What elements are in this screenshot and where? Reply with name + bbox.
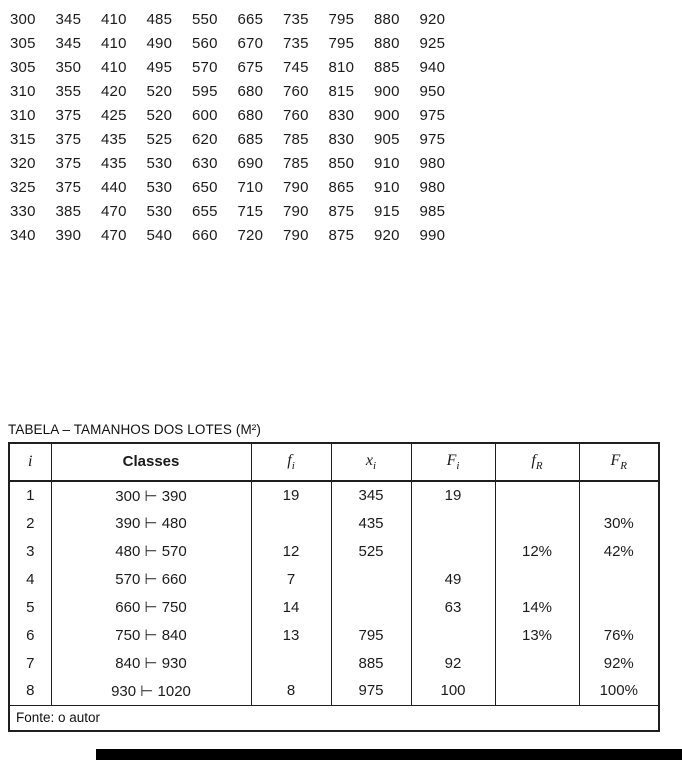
grid-cell: 940: [419, 59, 446, 76]
grid-cell: 375: [55, 155, 82, 172]
table-cell: 2: [26, 514, 35, 532]
table-cell: 19: [411, 481, 495, 509]
table-cell: 76%: [579, 621, 659, 649]
grid-cell: 975: [419, 131, 446, 148]
table-row: [9, 537, 659, 565]
grid-cell: 980: [419, 179, 446, 196]
grid-row: [10, 56, 682, 80]
table-source-note: Fonte: o autor: [9, 705, 659, 731]
grid-cell: 680: [237, 83, 264, 100]
grid-cell: 390: [55, 227, 82, 244]
grid-cell: 795: [328, 11, 355, 28]
grid-cell: 745: [283, 59, 309, 76]
grid-cell: 790: [283, 179, 309, 196]
grid-cell: 630: [192, 155, 218, 172]
table-cell: 480 ⊢ 570: [51, 537, 251, 565]
grid-row: [10, 80, 682, 104]
col-header-xi: $x_i$: [331, 443, 411, 481]
grid-cell: 570: [192, 59, 218, 76]
table-cell: [331, 593, 411, 621]
grid-cell: 790: [283, 227, 309, 244]
grid-cell: 315: [10, 131, 36, 148]
grid-cell: 440: [101, 179, 127, 196]
col-header-i: [9, 443, 51, 481]
table-cell: 840 ⊢ 930: [51, 649, 251, 677]
grid-row: [10, 128, 682, 152]
table-row: [9, 481, 659, 509]
grid-cell: 670: [237, 35, 264, 52]
grid-cell: 875: [328, 227, 355, 244]
grid-row: [10, 176, 682, 200]
col-header-classes: [51, 443, 251, 481]
table-cell: [251, 509, 331, 537]
grid-cell: 300: [10, 11, 36, 28]
grid-cell: 550: [192, 11, 218, 28]
col-header-i-label: i: [28, 453, 33, 470]
grid-cell: 760: [283, 107, 309, 124]
grid-cell: 305: [10, 59, 36, 76]
grid-cell: 620: [192, 131, 218, 148]
grid-row: [10, 104, 682, 128]
table-cell: 390 ⊢ 480: [51, 509, 251, 537]
grid-cell: 530: [146, 179, 173, 196]
grid-cell: 495: [146, 59, 173, 76]
grid-cell: 910: [374, 179, 400, 196]
grid-cell: 850: [328, 155, 355, 172]
grid-cell: 375: [55, 179, 82, 196]
col-header-classes-label: Classes: [122, 453, 180, 470]
table-cell: 100: [411, 677, 495, 705]
grid-row: [10, 152, 682, 176]
table-cell: 8: [251, 677, 331, 705]
grid-cell: 900: [374, 83, 400, 100]
table-cell: 435: [331, 509, 411, 537]
grid-cell: 865: [328, 179, 355, 196]
grid-cell: 785: [283, 131, 309, 148]
table-cell: 12%: [495, 537, 579, 565]
table-header-row: [9, 443, 659, 481]
table-cell: [411, 509, 495, 537]
table-cell: [495, 509, 579, 537]
table-cell: [411, 537, 495, 565]
grid-cell: 665: [237, 11, 264, 28]
table-row: [9, 621, 659, 649]
grid-cell: 720: [237, 227, 264, 244]
table-cell: [495, 565, 579, 593]
table-row: [9, 649, 659, 677]
table-cell: 345: [331, 481, 411, 509]
table-cell: 30%: [579, 509, 659, 537]
table-cell: 525: [331, 537, 411, 565]
grid-row: [10, 200, 682, 224]
grid-cell: 305: [10, 35, 36, 52]
grid-cell: 880: [374, 35, 400, 52]
table-body: [9, 481, 659, 705]
grid-cell: 810: [328, 59, 355, 76]
table-cell: 8: [26, 682, 35, 700]
col-header-fi: $f_i$: [251, 443, 331, 481]
grid-cell: 910: [374, 155, 400, 172]
grid-cell: 525: [146, 131, 173, 148]
grid-cell: 600: [192, 107, 218, 124]
table-cell: 795: [331, 621, 411, 649]
grid-cell: 325: [10, 179, 36, 196]
table-cell: 300 ⊢ 390: [51, 481, 251, 509]
grid-cell: 920: [374, 227, 400, 244]
grid-cell: 345: [55, 11, 82, 28]
grid-cell: 975: [419, 107, 446, 124]
grid-cell: 435: [101, 131, 127, 148]
grid-cell: 875: [328, 203, 355, 220]
grid-cell: 830: [328, 131, 355, 148]
grid-cell: 410: [101, 11, 127, 28]
grid-cell: 410: [101, 35, 127, 52]
table-cell: 12: [251, 537, 331, 565]
grid-cell: 470: [101, 227, 127, 244]
table-row: [9, 593, 659, 621]
table-cell: 14%: [495, 593, 579, 621]
table-cell: 885: [331, 649, 411, 677]
grid-cell: 310: [10, 107, 36, 124]
table-cell: [495, 481, 579, 509]
grid-cell: 540: [146, 227, 173, 244]
table-cell: [495, 649, 579, 677]
table-row: [9, 677, 659, 705]
grid-cell: 710: [237, 179, 264, 196]
grid-cell: 785: [283, 155, 309, 172]
table-cell: 3: [26, 542, 35, 560]
grid-row: [10, 224, 682, 248]
table-cell: 92%: [579, 649, 659, 677]
grid-cell: 735: [283, 35, 309, 52]
grid-cell: 920: [419, 11, 446, 28]
col-header-fR: $f_R$: [495, 443, 579, 481]
grid-cell: 990: [419, 227, 446, 244]
grid-cell: 470: [101, 203, 127, 220]
grid-cell: 760: [283, 83, 309, 100]
grid-cell: 375: [55, 131, 82, 148]
grid-cell: 355: [55, 83, 82, 100]
table-cell: 13: [251, 621, 331, 649]
grid-cell: 425: [101, 107, 127, 124]
grid-cell: 880: [374, 11, 400, 28]
grid-cell: 915: [374, 203, 400, 220]
table-cell: 7: [26, 654, 35, 672]
table-cell: 660 ⊢ 750: [51, 593, 251, 621]
grid-cell: 375: [55, 107, 82, 124]
table-cell: 975: [331, 677, 411, 705]
table-footer: [9, 705, 659, 731]
grid-cell: 530: [146, 203, 173, 220]
grid-cell: 885: [374, 59, 400, 76]
grid-cell: 900: [374, 107, 400, 124]
grid-cell: 560: [192, 35, 218, 52]
grid-cell: 340: [10, 227, 36, 244]
grid-cell: 690: [237, 155, 264, 172]
grid-cell: 660: [192, 227, 218, 244]
grid-cell: 925: [419, 35, 446, 52]
grid-cell: 410: [101, 59, 127, 76]
lot-data-grid: [0, 0, 682, 248]
grid-cell: 350: [55, 59, 82, 76]
grid-cell: 520: [146, 83, 173, 100]
table-cell: [579, 565, 659, 593]
table-cell: 92: [411, 649, 495, 677]
grid-cell: 435: [101, 155, 127, 172]
grid-cell: 330: [10, 203, 36, 220]
table-cell: 7: [251, 565, 331, 593]
table-cell: 1: [26, 487, 35, 504]
table-cell: 4: [26, 570, 35, 588]
table-cell: 14: [251, 593, 331, 621]
table-cell: [251, 649, 331, 677]
table-cell: 19: [251, 481, 331, 509]
grid-cell: 520: [146, 107, 173, 124]
grid-cell: 680: [237, 107, 264, 124]
grid-cell: 735: [283, 11, 309, 28]
grid-cell: 420: [101, 83, 127, 100]
table-cell: 6: [26, 626, 35, 644]
grid-cell: 485: [146, 11, 173, 28]
table-cell: 63: [411, 593, 495, 621]
table-caption: TABELA – TAMANHOS DOS LOTES (M²): [8, 422, 261, 437]
table-cell: 42%: [579, 537, 659, 565]
grid-cell: 905: [374, 131, 400, 148]
grid-row: [10, 8, 682, 32]
grid-cell: 685: [237, 131, 264, 148]
grid-cell: 790: [283, 203, 309, 220]
table-row: [9, 509, 659, 537]
grid-cell: 345: [55, 35, 82, 52]
grid-cell: 950: [419, 83, 446, 100]
table-cell: 100%: [579, 677, 659, 705]
grid-cell: 675: [237, 59, 264, 76]
grid-cell: 595: [192, 83, 218, 100]
frequency-table: [8, 442, 660, 732]
grid-cell: 310: [10, 83, 36, 100]
table-row: [9, 565, 659, 593]
table-cell: [411, 621, 495, 649]
grid-cell: 530: [146, 155, 173, 172]
grid-cell: 655: [192, 203, 218, 220]
scan-edge-bar: [96, 749, 682, 760]
table-cell: 750 ⊢ 840: [51, 621, 251, 649]
grid-cell: 815: [328, 83, 355, 100]
grid-cell: 320: [10, 155, 36, 172]
col-header-FR: $F_R$: [579, 443, 659, 481]
table-cell: 13%: [495, 621, 579, 649]
grid-cell: 795: [328, 35, 355, 52]
table-cell: 570 ⊢ 660: [51, 565, 251, 593]
table-cell: 49: [411, 565, 495, 593]
grid-row: [10, 32, 682, 56]
grid-cell: 985: [419, 203, 446, 220]
table-cell: 930 ⊢ 1020: [51, 677, 251, 705]
table-cell: [579, 593, 659, 621]
table-cell: [331, 565, 411, 593]
table-cell: [495, 677, 579, 705]
grid-cell: 830: [328, 107, 355, 124]
table-cell: [579, 481, 659, 509]
grid-cell: 980: [419, 155, 446, 172]
grid-cell: 490: [146, 35, 173, 52]
table-cell: 5: [26, 598, 35, 616]
grid-cell: 715: [237, 203, 264, 220]
col-header-Fi: $F_i$: [411, 443, 495, 481]
grid-cell: 385: [55, 203, 82, 220]
grid-cell: 650: [192, 179, 218, 196]
